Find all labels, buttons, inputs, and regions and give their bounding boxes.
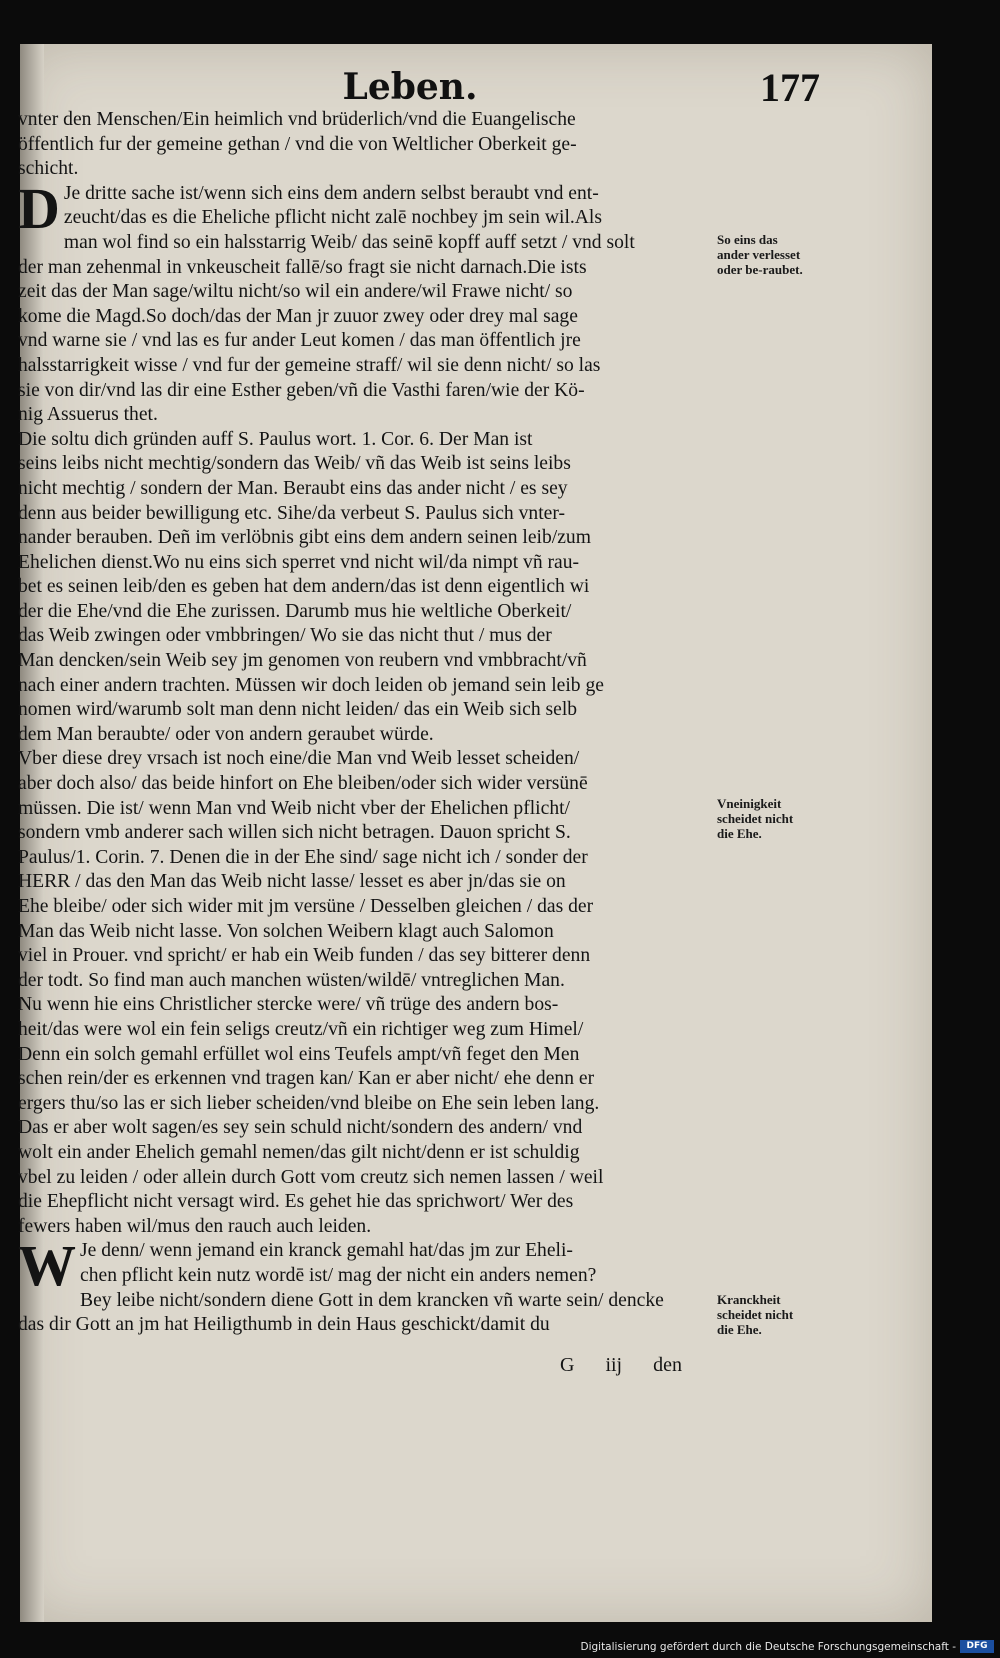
running-head-title: Leben. xyxy=(342,66,478,108)
text-line: der die Ehe/vnd die Ehe zurissen. Darumb mus hie weltliche Oberkeit/ xyxy=(18,600,572,622)
margin-note-verlesset: So eins das ander verlesset oder be-raubet. xyxy=(717,232,803,277)
text-line: das dir Gott an jm hat Heiligthumb in dein Haus geschickt/damit du xyxy=(18,1314,550,1336)
text-line: Ehe bleibe/ oder sich wider mit jm versüne / Desselben gleichen / das der xyxy=(18,896,594,917)
text-line: nomen wird/warumb solt man denn nicht leiden/ das ein Weib sich selb xyxy=(18,699,578,721)
digitization-credit: Digitalisierung gefördert durch die Deutsche Forschungsgemeinschaft - xyxy=(580,1641,956,1653)
signature-line xyxy=(560,1354,682,1377)
text-line: viel in Prouer. vnd spricht/ er hab ein Weib funden / das sey bitterer denn xyxy=(18,945,591,967)
text-line: zeucht/das es die Eheliche pflicht nicht zalē nochbey jm sein wil.Als xyxy=(63,207,603,229)
text-line: nicht mechtig / sondern der Man. Beraubt eins das ander nicht / es sey xyxy=(18,477,568,499)
paragraph-2 xyxy=(18,175,728,428)
text-line: vbel zu leiden / oder allein durch Gott vom creutz sich nemen lassen / weil xyxy=(18,1166,604,1188)
paragraph-1 xyxy=(18,108,728,182)
text-line: dem Man beraubte/ oder von andern geraubet würde. xyxy=(18,723,434,745)
signature-mark: G iij xyxy=(560,1354,623,1376)
catchword: den xyxy=(653,1354,683,1376)
paragraph-6 xyxy=(18,1233,728,1337)
text-line: bet es seinen leib/den es geben hat dem andern/das ist denn eigentlich wi xyxy=(18,576,590,598)
text-line: Man dencken/sein Weib sey jm genomen von reubern vnd vmbbracht/vñ xyxy=(18,650,587,672)
text-line: die Ehepflicht nicht versagt wird. Es gehet hie das sprichwort/ Wer des xyxy=(18,1191,574,1213)
text-line: heit/das were wol ein fein seligs creutz/vñ ein richtiger weg zum Himel/ xyxy=(18,1018,584,1040)
text-line: Paulus/1. Corin. 7. Denen die in der Ehe sind/ sage nicht ich / sonder der xyxy=(18,846,588,868)
drop-capital: W xyxy=(18,1233,76,1299)
text-line: Das er aber wolt sagen/es sey sein schuld nicht/sondern des andern/ vnd xyxy=(18,1117,583,1139)
drop-capital: D xyxy=(18,175,60,241)
text-line: schen rein/der es erkennen vnd tragen kan/ Kan er aber nicht/ ehe denn er xyxy=(18,1068,595,1090)
text-line: öffentlich fur der gemeine gethan / vnd die von Weltlicher Oberkeit ge- xyxy=(18,133,577,155)
text-line: man wol find so ein halsstarrig Weib/ das seinē kopff auff setzt / vnd solt xyxy=(63,231,635,253)
text-line: wolt ein ander Ehelich gemahl nemen/das gilt nicht/denn er ist schuldig xyxy=(18,1141,580,1163)
text-line: fewers haben wil/mus den rauch auch leiden. xyxy=(18,1215,372,1237)
text-line: schicht. xyxy=(18,158,79,180)
paragraph-5 xyxy=(18,993,728,1239)
text-line: seins leibs nicht mechtig/sondern das Weib/ vñ das Weib ist seins leibs xyxy=(18,453,571,475)
text-line: Denn ein solch gemahl erfüllet wol eins Teufels ampt/vñ feget den Men xyxy=(18,1043,580,1065)
text-line: Je dritte sache ist/wenn sich eins dem andern selbst beraubt vnd ent- xyxy=(63,182,599,204)
text-line: Ehelichen dienst.Wo nu eins sich sperret vnd nicht wil/da nimpt vñ rau- xyxy=(18,551,580,573)
text-line: vnter den Menschen/Ein heimlich vnd brüderlich/vnd die Euangelische xyxy=(18,109,576,130)
paragraph-4 xyxy=(18,747,728,993)
text-line: nander berauben. Deñ im verlöbnis gibt eins dem andern seinen leib/zum xyxy=(18,527,591,549)
text-line: der todt. So find man auch manchen wüsten/wildē/ vntreglichen Man. xyxy=(18,969,565,991)
text-line: Man das Weib nicht lasse. Von solchen Weibern klagt auch Salomon xyxy=(18,920,554,942)
text-line: chen pflicht kein nutz wordē ist/ mag der nicht ein anders nemen? xyxy=(80,1264,597,1286)
text-line: der man zehenmal in vnkeuscheit fallē/so fragt sie nicht darnach.Die ists xyxy=(18,256,587,278)
text-line: nig Assuerus thet. xyxy=(18,404,158,426)
text-line: ergers thu/so las er sich lieber scheiden/vnd bleibe on Ehe sein leben lang. xyxy=(18,1092,600,1114)
main-text-block xyxy=(18,108,728,1338)
text-line: Nu wenn hie eins Christlicher stercke were/ vñ trüge des andern bos- xyxy=(18,994,559,1016)
text-line: zeit das der Man sage/wiltu nicht/so wil ein andere/wil Frawe nicht/ so xyxy=(18,281,573,303)
text-line: vnd warne sie / vnd las es fur ander Leut komen / das man öffentlich jre xyxy=(18,330,581,352)
margin-note-vneinigkeit: Vneinigkeit scheidet nicht die Ehe. xyxy=(717,796,794,841)
text-line: sie von dir/vnd las dir eine Esther geben/vñ die Vasthi faren/wie der Kö- xyxy=(18,379,585,401)
text-line: Vber diese drey vrsach ist noch eine/die Man vnd Weib lesset scheiden/ xyxy=(18,748,580,770)
text-line: Je denn/ wenn jemand ein kranck gemahl hat/das jm zur Eheli- xyxy=(80,1240,573,1262)
text-line: das Weib zwingen oder vmbbringen/ Wo sie das nicht thut / mus der xyxy=(18,625,552,647)
text-line: kome die Magd.So doch/das der Man jr zuuor zwey oder drey mal sage xyxy=(18,305,578,327)
paragraph-3 xyxy=(18,428,728,748)
margin-note-kranckheit: Kranckheit scheidet nicht die Ehe. xyxy=(717,1292,794,1337)
text-line: nach einer andern trachten. Müssen wir doch leiden ob jemand sein leib ge xyxy=(18,674,604,696)
text-line: Bey leibe nicht/sondern diene Gott in dem krancken vñ warte sein/ dencke xyxy=(80,1289,664,1311)
text-line: HERR / das den Man das Weib nicht lasse/ lesset es aber jn/das sie on xyxy=(18,871,566,893)
text-line: Die soltu dich gründen auff S. Paulus wort. 1. Cor. 6. Der Man ist xyxy=(18,428,533,450)
dfg-logo: DFG xyxy=(960,1640,994,1653)
text-line: müssen. Die ist/ wenn Man vnd Weib nicht vber der Ehelichen pflicht/ xyxy=(18,797,571,819)
text-line: halsstarrigkeit wisse / vnd fur der gemeine straff/ wil sie denn nicht/ so las xyxy=(18,354,601,376)
text-line: denn aus beider bewilligung etc. Sihe/da verbeut S. Paulus sich vnter- xyxy=(18,502,566,524)
text-line: sondern vmb anderer sach willen sich nicht betragen. Dauon spricht S. xyxy=(18,822,571,844)
page-number: 177 xyxy=(760,65,820,110)
text-line: aber doch also/ das beide hinfort on Ehe bleiben/oder sich wider versünē xyxy=(18,773,588,795)
